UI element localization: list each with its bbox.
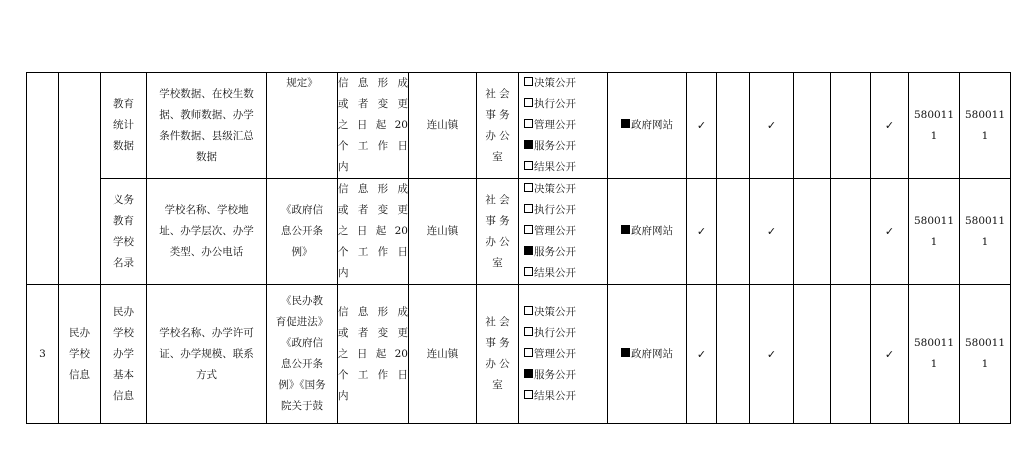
cell-line: 办 公 (485, 129, 510, 142)
cell-line: 社 会 (485, 193, 510, 206)
scope-label: 决策公开 (534, 77, 576, 89)
cell-line: 1 (930, 129, 938, 142)
check-mark-cell: ✓ (687, 285, 717, 424)
seq-cell: 3 (27, 285, 59, 424)
check-mark-cell: ✓ (871, 179, 909, 285)
cell-line: 学校 (69, 347, 90, 360)
check-mark-cell (831, 179, 871, 285)
channel-cell (608, 179, 687, 285)
cell-line: 证、办学规模、联系 (159, 347, 254, 360)
checked-box-icon (621, 225, 630, 234)
scope-label: 执行公开 (534, 98, 576, 110)
cell-line: 《政府信 (281, 204, 323, 216)
scope-option (519, 200, 607, 221)
unchecked-box-icon (524, 183, 533, 192)
cell-line: 办 公 (485, 358, 510, 370)
cell-line: 名录 (113, 256, 134, 269)
scope-option (519, 386, 607, 407)
cell-line: 信息 (113, 389, 134, 402)
phone-cell (909, 73, 960, 179)
cell-line: 教育 (113, 214, 134, 227)
table-row (27, 73, 1011, 179)
cell-line: 办学 (113, 347, 134, 360)
cell-line: 事 务 (485, 108, 510, 121)
phone-cell (909, 285, 960, 424)
cell-line: 方式 (196, 368, 217, 381)
check-mark-cell: ✓ (687, 179, 717, 285)
cell-line: 息公开条 (281, 225, 323, 237)
cell-line: 例》 (291, 246, 313, 258)
content-cell (147, 179, 267, 285)
unchecked-box-icon (524, 204, 533, 213)
unchecked-box-icon (524, 161, 533, 170)
cell-line: 室 (492, 379, 503, 391)
subject-cell: 连山镇 (409, 179, 477, 285)
channel-cell (608, 285, 687, 424)
unchecked-box-icon (524, 390, 533, 399)
scope-option (519, 344, 607, 365)
category-cell (59, 285, 101, 424)
scope-option (519, 157, 607, 178)
cell-line: 个工作日 (338, 368, 408, 381)
subject-cell: 连山镇 (409, 285, 477, 424)
cell-line: 或者变更 (338, 326, 408, 339)
cell-line: 个工作日 (338, 140, 408, 152)
scope-option (519, 242, 607, 263)
cell-line: 息公开条 (281, 358, 323, 370)
scope-label: 服务公开 (534, 140, 576, 152)
scope-label: 决策公开 (534, 183, 576, 195)
disclosure-table (26, 72, 1011, 424)
cell-line: 类型、办公电话 (169, 246, 244, 258)
cell-line: 580011 (913, 214, 955, 227)
cell-line: 数据 (196, 150, 217, 163)
subject-cell: 连山镇 (409, 73, 477, 179)
scope-option (519, 323, 607, 344)
check-mark-cell: ✓ (871, 285, 909, 424)
cell-line: 信息 (69, 368, 90, 381)
cell-line: 址、办学层次、办学 (159, 225, 254, 237)
cell-line: 580011 (964, 214, 1006, 227)
scope-cell (519, 285, 608, 424)
channel-label: 政府网站 (631, 347, 673, 360)
phone-cell (909, 179, 960, 285)
scope-label: 结果公开 (534, 389, 576, 402)
scope-option (519, 136, 607, 157)
item-cell (101, 285, 147, 424)
scope-option (519, 302, 607, 323)
unchecked-box-icon (524, 77, 533, 86)
cell-line: 办 公 (485, 235, 510, 248)
scope-label: 管理公开 (534, 119, 576, 131)
phone-cell (960, 73, 1011, 179)
checked-box-icon (621, 348, 630, 357)
cell-line: 规定》 (286, 77, 318, 89)
cell-line: 内 (338, 161, 349, 173)
basis-cell (267, 73, 338, 179)
scope-option (519, 365, 607, 386)
unchecked-box-icon (524, 348, 533, 357)
cell-line: 育促进法》 (275, 316, 329, 328)
cell-line: 事 务 (485, 214, 510, 227)
table-row (27, 179, 1011, 285)
scope-option (519, 179, 607, 200)
check-mark-cell (831, 285, 871, 424)
cell-line: 民办 (113, 305, 134, 318)
check-mark-cell (794, 179, 831, 285)
cell-line: 个工作日 (338, 246, 408, 258)
unchecked-box-icon (524, 267, 533, 276)
channel-cell (608, 73, 687, 179)
scope-label: 管理公开 (534, 225, 576, 237)
cell-line: 学校数据、在校生数 (159, 87, 254, 100)
scope-label: 结果公开 (534, 267, 576, 279)
check-mark-cell: ✓ (750, 179, 794, 285)
scope-option (519, 115, 607, 136)
item-cell (101, 73, 147, 179)
scope-label: 执行公开 (534, 204, 576, 216)
unchecked-box-icon (524, 225, 533, 234)
scope-label: 管理公开 (534, 347, 576, 360)
check-mark-cell (717, 73, 750, 179)
channel-label: 政府网站 (631, 225, 673, 237)
cell-line: 例》《国务 (278, 379, 326, 391)
checked-box-icon (621, 119, 630, 128)
content-cell (147, 73, 267, 179)
dept-cell (477, 285, 519, 424)
unchecked-box-icon (524, 327, 533, 336)
basis-cell (267, 179, 338, 285)
scope-label: 服务公开 (534, 368, 576, 381)
time-cell (338, 179, 409, 285)
cell-line: 义务 (113, 193, 134, 206)
table-row (27, 285, 1011, 424)
cell-line: 学校名称、办学许可 (159, 326, 254, 339)
cell-line: 之日起20 (338, 119, 408, 131)
cell-line: 学校 (113, 235, 134, 248)
cell-line: 事 务 (485, 337, 510, 349)
cell-line: 据、教师数据、办学 (159, 108, 254, 121)
checked-box-icon (524, 140, 533, 149)
cell-line: 1 (981, 235, 989, 248)
scope-cell (519, 73, 608, 179)
check-mark-cell: ✓ (687, 73, 717, 179)
cell-line: 室 (492, 256, 503, 269)
checked-box-icon (524, 246, 533, 255)
cell-line: 580011 (913, 108, 955, 121)
cell-line: 信息形成 (338, 305, 408, 318)
scope-label: 决策公开 (534, 305, 576, 318)
cell-line: 室 (492, 150, 503, 163)
category-cell (59, 73, 101, 285)
dept-cell (477, 179, 519, 285)
check-mark-cell (794, 285, 831, 424)
check-mark-cell: ✓ (750, 73, 794, 179)
seq-cell (27, 73, 59, 285)
unchecked-box-icon (524, 306, 533, 315)
check-mark-cell: ✓ (871, 73, 909, 179)
time-cell (338, 285, 409, 424)
dept-cell (477, 73, 519, 179)
scope-label: 服务公开 (534, 246, 576, 258)
channel-label: 政府网站 (631, 119, 673, 131)
cell-line: 或者变更 (338, 204, 408, 216)
cell-line: 或者变更 (338, 98, 408, 110)
content-cell (147, 285, 267, 424)
phone-cell (960, 179, 1011, 285)
scope-option (519, 263, 607, 284)
cell-line: 信息形成 (338, 77, 408, 89)
cell-line: 学校 (113, 326, 134, 339)
basis-cell (267, 285, 338, 424)
cell-line: 院关于鼓 (281, 400, 323, 412)
cell-line: 580011 (964, 337, 1006, 349)
cell-line: 内 (338, 267, 349, 279)
cell-line: 之日起20 (338, 225, 408, 237)
cell-line: 信息形成 (338, 183, 408, 195)
check-mark-cell (794, 73, 831, 179)
check-mark-cell (831, 73, 871, 179)
cell-line: 《民办教 (281, 295, 323, 307)
scope-label: 执行公开 (534, 326, 576, 339)
cell-line: 教育 (113, 98, 134, 110)
scope-label: 结果公开 (534, 161, 576, 173)
time-cell (338, 73, 409, 179)
cell-line: 社 会 (485, 87, 510, 100)
scope-option (519, 73, 607, 94)
item-cell (101, 179, 147, 285)
scope-option (519, 94, 607, 115)
unchecked-box-icon (524, 119, 533, 128)
cell-line: 580011 (913, 337, 955, 349)
cell-line: 之日起20 (338, 347, 408, 360)
cell-line: 基本 (113, 368, 134, 381)
check-mark-cell (717, 285, 750, 424)
scope-option (519, 221, 607, 242)
check-mark-cell (717, 179, 750, 285)
phone-cell (960, 285, 1011, 424)
cell-line: 1 (930, 235, 938, 248)
cell-line: 社 会 (485, 316, 510, 328)
checked-box-icon (524, 369, 533, 378)
cell-line: 1 (930, 358, 938, 370)
cell-line: 学校名称、学校地 (164, 204, 249, 216)
check-mark-cell: ✓ (750, 285, 794, 424)
cell-line: 民办 (69, 326, 90, 339)
cell-line: 统计 (113, 119, 134, 131)
unchecked-box-icon (524, 98, 533, 107)
cell-line: 《政府信 (281, 337, 323, 349)
cell-line: 数据 (113, 140, 134, 152)
cell-line: 条件数据、县级汇总 (159, 129, 254, 142)
cell-line: 内 (338, 389, 349, 402)
cell-line: 580011 (964, 108, 1006, 121)
cell-line: 1 (981, 358, 989, 370)
scope-cell (519, 179, 608, 285)
cell-line: 1 (981, 129, 989, 142)
